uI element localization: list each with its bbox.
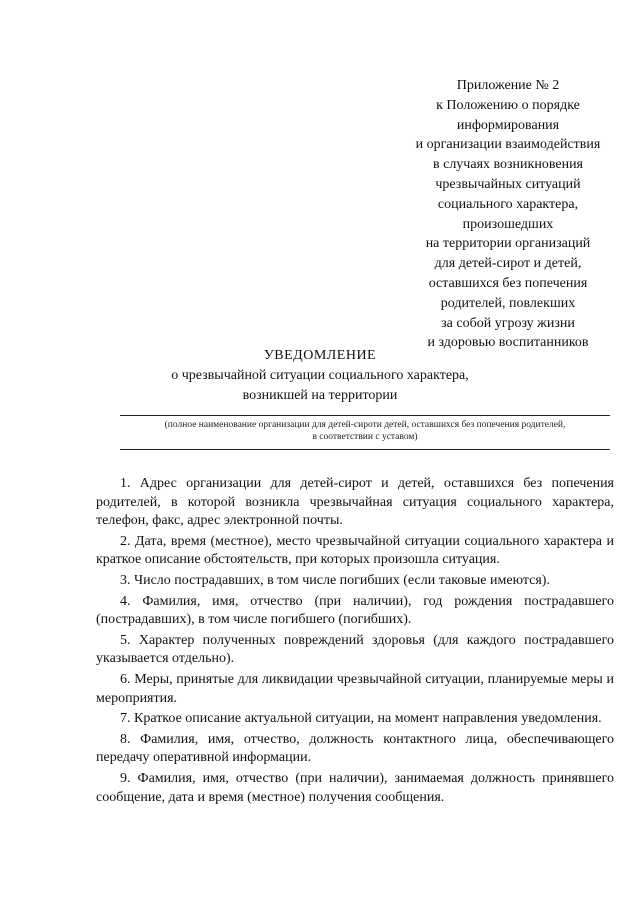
notification-items: [96, 475, 614, 809]
appendix-header: [388, 76, 628, 353]
organization-name-line: [120, 449, 610, 450]
title-subline: возникшей на территории: [242, 388, 398, 403]
caption-line: (полное наименование организации для детей-сироти детей, оставшихся без попечения родителей,: [164, 420, 566, 430]
document-title: [120, 346, 520, 406]
list-item: 5. Характер полученных повреждений здоровья (для каждого пострадавшего указывается отдельно).: [96, 632, 614, 667]
organization-caption: [120, 419, 610, 443]
appendix-line: произошедших: [462, 216, 554, 232]
appendix-line: в случаях возникновения: [433, 157, 583, 173]
appendix-line: за собой угрозу жизни: [441, 315, 575, 331]
list-item: 7. Краткое описание актуальной ситуации, на момент направления уведомления.: [120, 711, 602, 727]
appendix-line: оставшихся без попечения: [428, 275, 588, 291]
appendix-line: на территории организаций: [425, 236, 591, 252]
list-item: 8. Фамилия, имя, отчество, должность контактного лица, обеспечивающего передачу оперативной информации.: [96, 731, 614, 766]
appendix-line: родителей, повлекших: [440, 295, 576, 311]
appendix-line: и организации взаимодействия: [415, 137, 601, 153]
appendix-line: к Положению о порядке: [436, 97, 580, 113]
title-subline: о чрезвычайной ситуации социального характера,: [171, 368, 469, 383]
appendix-line: информирования: [456, 117, 560, 133]
list-item: 9. Фамилия, имя, отчество (при наличии), занимаемая должность принявшего сообщение, дата и время (местное) получения сообщения.: [96, 770, 614, 805]
appendix-line: чрезвычайных ситуаций: [435, 176, 581, 192]
list-item: 2. Дата, время (местное), место чрезвычайной ситуации социального характера и краткое описание обстоятельств, при которых произошла ситуация.: [96, 533, 614, 568]
appendix-line: социального характера,: [437, 196, 579, 212]
caption-line: в соответствии с уставом): [312, 432, 418, 442]
list-item: 4. Фамилия, имя, отчество (при наличии), год рождения пострадавшего (пострадавших), в том числе погибшего (погибших).: [96, 593, 614, 628]
organization-name-line: [120, 415, 610, 416]
list-item: 1. Адрес организации для детей-сирот и детей, оставшихся без попечения родителей, в которой возникла чрезвычайная ситуация социального характера, телефон, факс, адрес электронной почты.: [96, 476, 614, 529]
list-item: 3. Число пострадавших, в том числе погибших (если таковые имеются).: [120, 572, 550, 588]
appendix-line: Приложение № 2: [456, 78, 560, 93]
list-item: 6. Меры, принятые для ликвидации чрезвычайной ситуации, планируемые меры и мероприятия.: [96, 671, 614, 706]
title-heading: УВЕДОМЛЕНИЕ: [263, 348, 377, 363]
appendix-line: для детей-сирот и детей,: [434, 256, 582, 272]
appendix-line: и здоровью воспитанников: [427, 335, 589, 351]
